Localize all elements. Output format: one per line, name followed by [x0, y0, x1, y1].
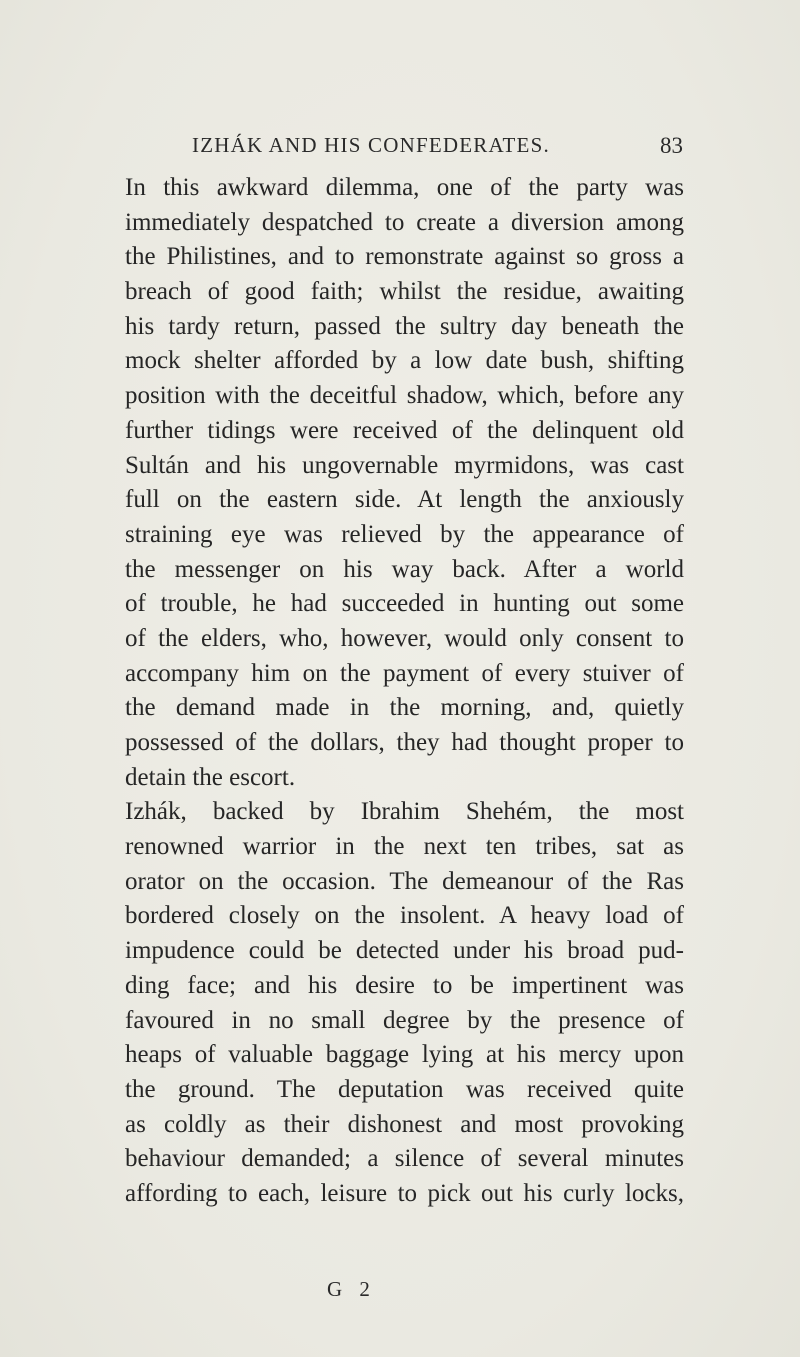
text-line: breach of good faith; whilst the residue, awaiting [125, 278, 684, 306]
running-head [192, 133, 683, 163]
text-line: favoured in no small degree by the presence of [125, 1006, 684, 1034]
text-line: full on the eastern side. At length the anxiously [125, 486, 684, 514]
text-line: ding face; and his desire to be impertinent was [125, 971, 684, 999]
text-line: the messenger on his way back. After a world [125, 555, 684, 583]
text-line: immediately despatched to create a diversion among [125, 208, 684, 236]
text-line: impudence could be detected under his broad pud- [125, 937, 684, 965]
running-title: IZHÁK AND HIS CONFEDERATES. [192, 133, 550, 157]
text-line: possessed of the dollars, they had thought proper to [125, 729, 684, 756]
text-line: further tidings were received of the delinquent old [125, 416, 684, 444]
text-line: the demand made in the morning, and, quietly [125, 694, 684, 722]
text-line: behaviour demanded; a silence of several minutes [125, 1145, 684, 1173]
text-line: affording to each, leisure to pick out his curly locks, [125, 1179, 684, 1207]
text-line: the Philistines, and to remonstrate against so gross a [125, 243, 684, 271]
text-line: mock shelter afforded by a low date bush, shifting [125, 347, 684, 375]
text-line: Izhák, backed by Ibrahim Shehém, the most [125, 798, 684, 826]
text-line: position with the deceitful shadow, which, before any [125, 382, 684, 410]
text-line: Sultán and his ungovernable myrmidons, was cast [125, 451, 684, 479]
text-line: accompany him on the payment of every stuiver of [125, 659, 684, 687]
text-line: detain the escort. [125, 763, 296, 791]
body-text [125, 171, 684, 1212]
text-line: In this awkward dilemma, one of the party was [125, 174, 684, 201]
signature-mark: G 2 [327, 1277, 376, 1301]
text-line: orator on the occasion. The demeanour of the Ras [125, 867, 684, 895]
text-line: straining eye was relieved by the appearance of [125, 520, 684, 548]
text-line: as coldly as their dishonest and most provoking [125, 1110, 684, 1138]
page-number: 83 [660, 133, 683, 158]
text-line: heaps of valuable baggage lying at his mercy upon [125, 1041, 684, 1069]
text-line: the ground. The deputation was received quite [125, 1075, 684, 1103]
text-line: of the elders, who, however, would only consent to [125, 624, 684, 652]
text-line: bordered closely on the insolent. A heavy load of [125, 902, 684, 930]
text-line: of trouble, he had succeeded in hunting out some [125, 590, 684, 618]
text-line: his tardy return, passed the sultry day beneath the [125, 312, 684, 340]
text-line: renowned warrior in the next ten tribes, sat as [125, 833, 684, 861]
